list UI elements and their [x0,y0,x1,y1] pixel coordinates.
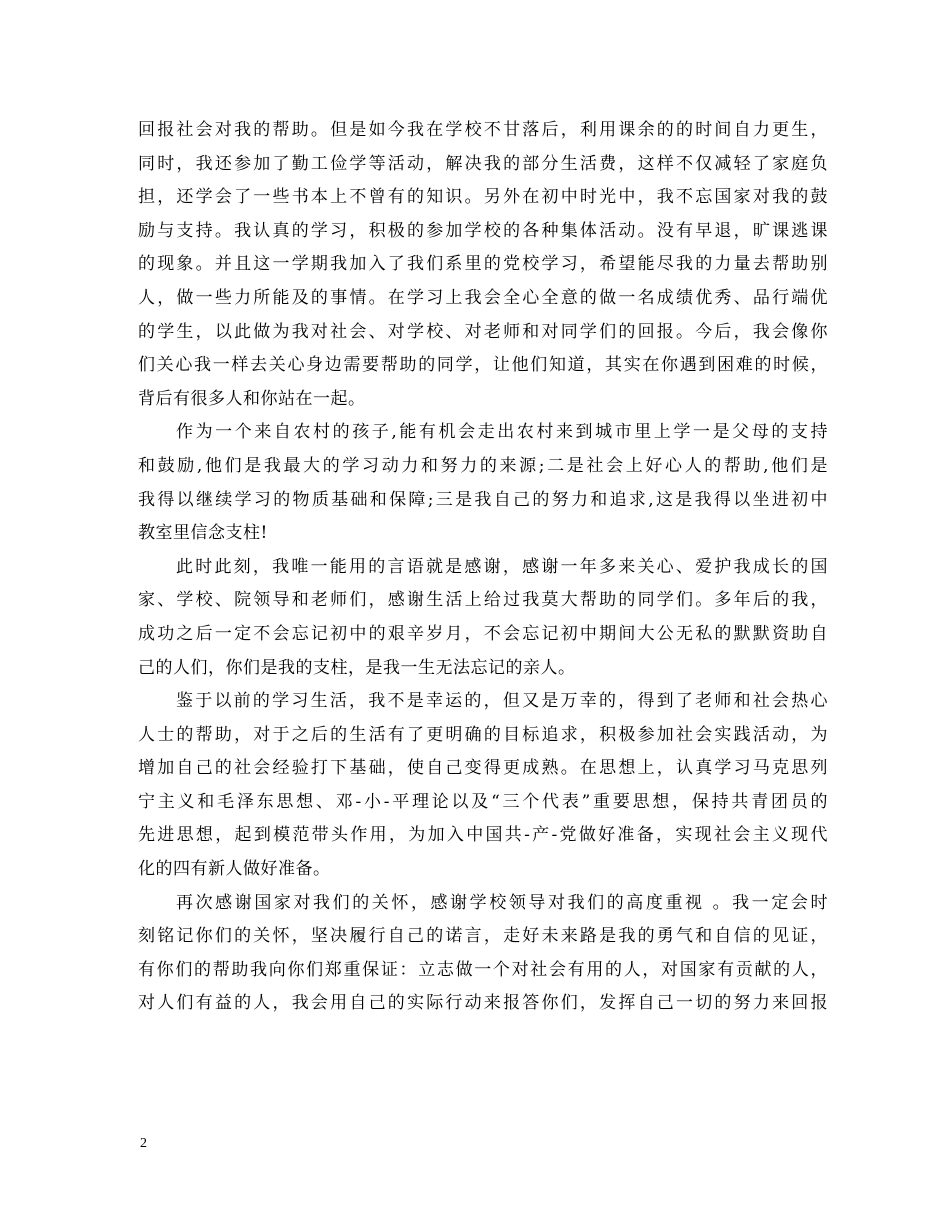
text-line: 化的四有新人做好准备。 [138,859,331,880]
text-line: 人，做一些力所能及的事情。在学习上我会全心全意的做一名成绩优秀、品行端优 [138,287,828,308]
text-line: 和鼓励,他们是我最大的学习动力和努力的来源;二是社会上好心人的帮助,他们是 [138,455,828,476]
page-number: 2 [140,1136,147,1151]
text-line: 增加自己的社会经验打下基础，使自己变得更成熟。在思想上，认真学习马克思列 [138,758,828,779]
paragraph [138,551,828,685]
text-line: 们关心我一样去关心身边需要帮助的同学，让他们知道，其实在你遇到困难的时候， [138,355,828,376]
text-line: 的现象。并且这一学期我加入了我们系里的党校学习，希望能尽我的力量去帮助别 [138,254,828,275]
paragraph [138,887,828,1021]
text-line: 励与支持。我认真的学习，积极的参加学校的各种集体活动。没有早退，旷课逃课 [138,220,828,241]
text-line: 成功之后一定不会忘记初中的艰辛岁月，不会忘记初中期间大公无私的默默资助自 [138,623,828,644]
text-line: 己的人们，你们是我的支柱，是我一生无法忘记的亲人。 [138,657,576,678]
text-line: 背后有很多人和你站在一起。 [138,388,366,409]
text-line: 再次感谢国家对我们的关怀，感谢学校领导对我们的高度重视 。我一定会时 [176,892,828,913]
text-line: 有你们的帮助我向你们郑重保证：立志做一个对社会有用的人，对国家有贡献的人， [138,959,828,980]
paragraph [138,685,828,887]
paragraph [138,114,828,416]
text-line: 家、学校、院领导和老师们，感谢生活上给过我莫大帮助的同学们。多年后的我， [138,590,828,611]
text-line: 人士的帮助，对于之后的生活有了更明确的目标追求，积极参加社会实践活动，为 [138,724,828,745]
text-line: 我得以继续学习的物质基础和保障;三是我自己的努力和追求,这是我得以坐进初中 [138,489,828,510]
text-line: 教室里信念支柱! [138,523,268,544]
text-line: 此时此刻，我唯一能用的言语就是感谢，感谢一年多来关心、爱护我成长的国 [176,556,828,577]
paragraph [138,416,828,550]
text-line: 的学生，以此做为我对社会、对学校、对老师和对同学们的回报。今后，我会像你 [138,321,828,342]
text-line: 担，还学会了一些书本上不曾有的知识。另外在初中时光中，我不忘国家对我的鼓 [138,187,828,208]
text-line: 刻铭记你们的关怀，坚决履行自己的诺言，走好未来路是我的勇气和自信的见证， [138,926,828,947]
text-line: 作为一个来自农村的孩子,能有机会走出农村来到城市里上学一是父母的支持 [176,422,828,443]
text-line: 回报社会对我的帮助。但是如今我在学校不甘落后，利用课余的的时间自力更生， [138,120,828,140]
text-line: 对人们有益的人，我会用自己的实际行动来报答你们，发挥自己一切的努力来回报 [138,993,828,1014]
text-line: 先进思想，起到模范带头作用，为加入中国共-产-党做好准备，实现社会主义现代 [138,825,828,846]
text-line: 同时，我还参加了勤工俭学等活动，解决我的部分生活费，这样不仅减轻了家庭负 [138,153,828,174]
text-line: 宁主义和毛泽东思想、邓-小-平理论以及“三个代表”重要思想，保持共青团员的 [138,791,828,812]
document-body [138,114,828,1021]
text-line: 鉴于以前的学习生活，我不是幸运的，但又是万幸的，得到了老师和社会热心 [176,691,828,712]
